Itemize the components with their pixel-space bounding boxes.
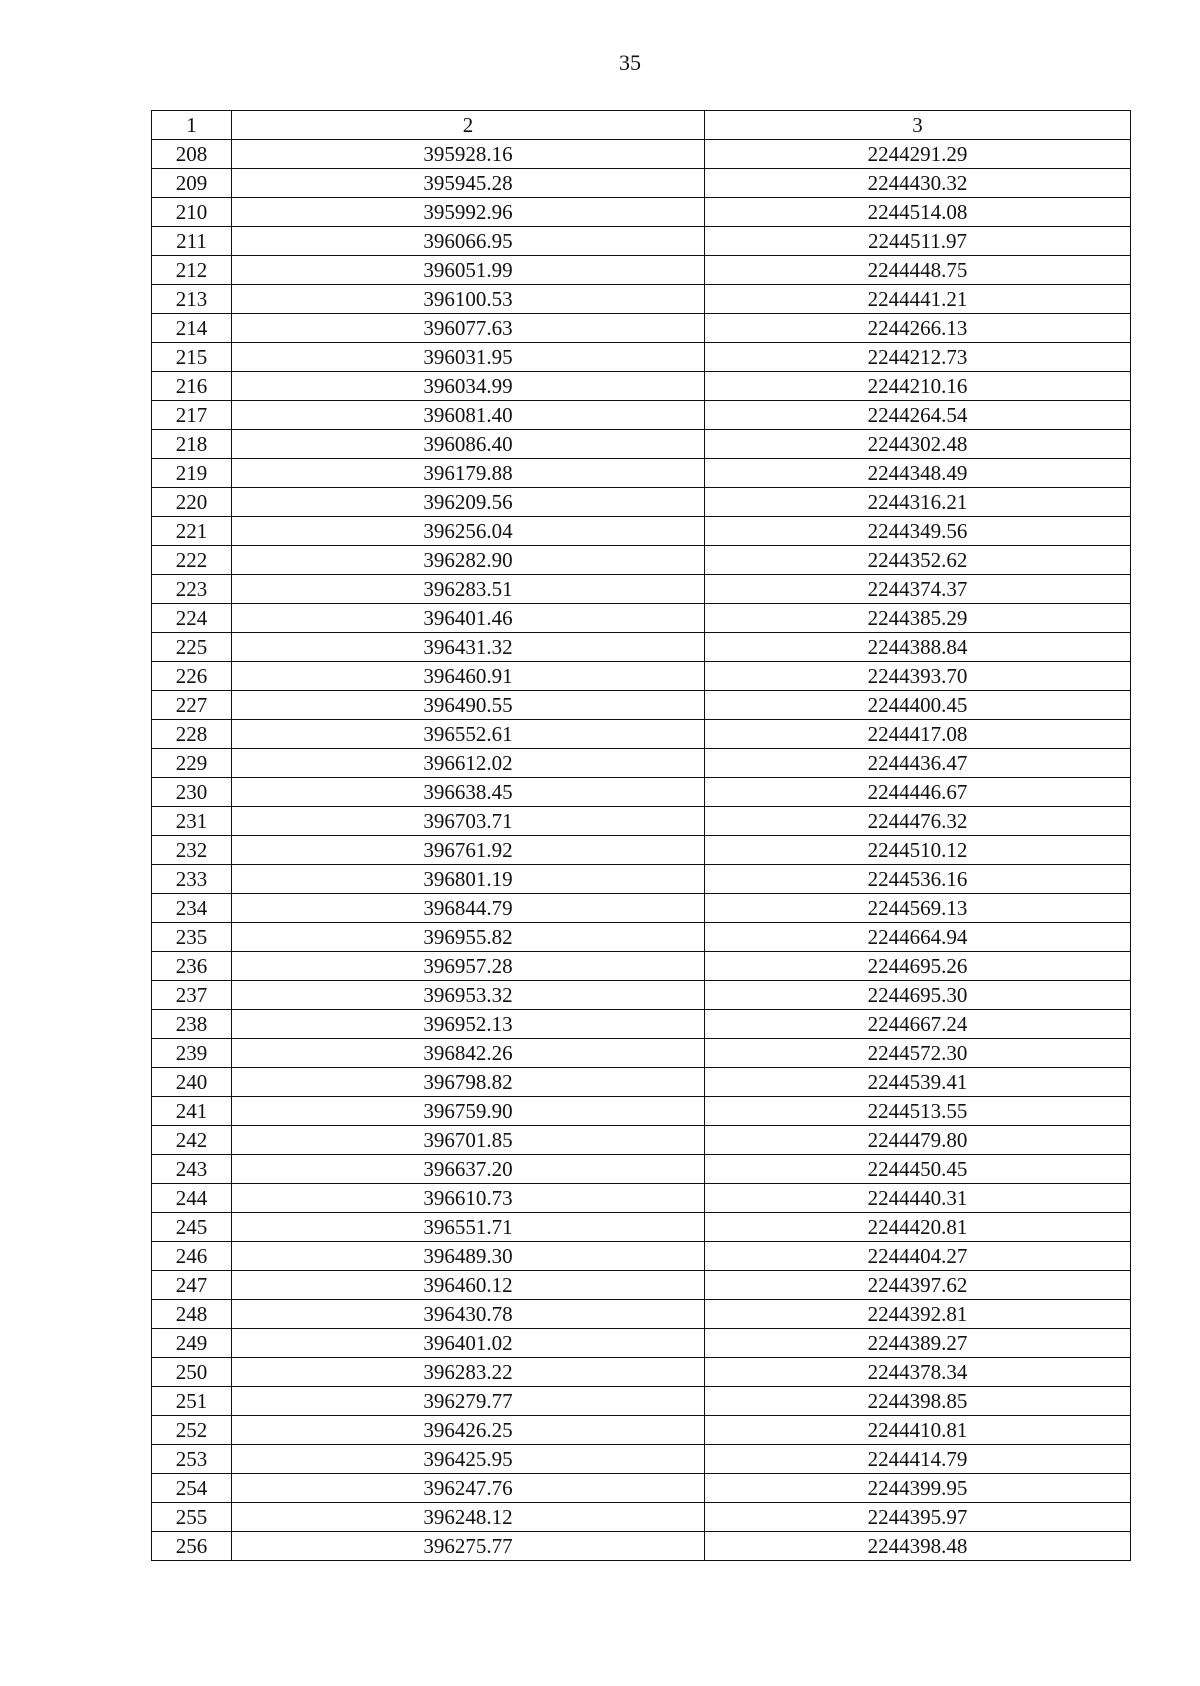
point-number-cell: 222 [152, 546, 232, 575]
y-coordinate-cell: 2244302.48 [705, 430, 1131, 459]
y-coordinate-cell: 2244374.37 [705, 575, 1131, 604]
point-number-cell: 226 [152, 662, 232, 691]
table-row [152, 1416, 1131, 1445]
y-coordinate-cell: 2244536.16 [705, 865, 1131, 894]
point-number-cell: 209 [152, 169, 232, 198]
y-coordinate-cell: 2244210.16 [705, 372, 1131, 401]
point-number-cell: 237 [152, 981, 232, 1010]
y-coordinate-cell: 2244420.81 [705, 1213, 1131, 1242]
x-coordinate-cell: 396955.82 [232, 923, 705, 952]
table-row [152, 401, 1131, 430]
point-number-cell: 245 [152, 1213, 232, 1242]
x-coordinate-cell: 396051.99 [232, 256, 705, 285]
point-number-cell: 230 [152, 778, 232, 807]
x-coordinate-cell: 396034.99 [232, 372, 705, 401]
table-row [152, 662, 1131, 691]
point-number-cell: 250 [152, 1358, 232, 1387]
x-coordinate-cell: 395992.96 [232, 198, 705, 227]
y-coordinate-cell: 2244264.54 [705, 401, 1131, 430]
y-coordinate-cell: 2244664.94 [705, 923, 1131, 952]
point-number-cell: 228 [152, 720, 232, 749]
page-number: 35 [619, 50, 641, 75]
table-row [152, 430, 1131, 459]
point-number-cell: 244 [152, 1184, 232, 1213]
point-number-cell: 240 [152, 1068, 232, 1097]
point-number-cell: 252 [152, 1416, 232, 1445]
x-coordinate-cell: 396283.51 [232, 575, 705, 604]
x-coordinate-cell: 395928.16 [232, 140, 705, 169]
y-coordinate-cell: 2244349.56 [705, 517, 1131, 546]
point-number-cell: 243 [152, 1155, 232, 1184]
x-coordinate-cell: 396489.30 [232, 1242, 705, 1271]
y-coordinate-cell: 2244450.45 [705, 1155, 1131, 1184]
point-number-cell: 212 [152, 256, 232, 285]
x-coordinate-cell: 396248.12 [232, 1503, 705, 1532]
point-number-cell: 224 [152, 604, 232, 633]
table-row [152, 1097, 1131, 1126]
x-coordinate-cell: 396798.82 [232, 1068, 705, 1097]
table-row [152, 169, 1131, 198]
x-coordinate-cell: 396279.77 [232, 1387, 705, 1416]
y-coordinate-cell: 2244212.73 [705, 343, 1131, 372]
x-coordinate-cell: 396430.78 [232, 1300, 705, 1329]
x-coordinate-cell: 396703.71 [232, 807, 705, 836]
table-row [152, 1271, 1131, 1300]
y-coordinate-cell: 2244667.24 [705, 1010, 1131, 1039]
table-row [152, 575, 1131, 604]
point-number-cell: 231 [152, 807, 232, 836]
table-body [152, 140, 1131, 1561]
y-coordinate-cell: 2244695.30 [705, 981, 1131, 1010]
table-row [152, 256, 1131, 285]
point-number-cell: 214 [152, 314, 232, 343]
point-number-cell: 248 [152, 1300, 232, 1329]
y-coordinate-cell: 2244316.21 [705, 488, 1131, 517]
x-coordinate-cell: 396256.04 [232, 517, 705, 546]
point-number-cell: 218 [152, 430, 232, 459]
x-coordinate-cell: 396283.22 [232, 1358, 705, 1387]
table-row [152, 1358, 1131, 1387]
header-cell-2: 2 [232, 111, 705, 140]
x-coordinate-cell: 396031.95 [232, 343, 705, 372]
y-coordinate-cell: 2244404.27 [705, 1242, 1131, 1271]
x-coordinate-cell: 396610.73 [232, 1184, 705, 1213]
table-row [152, 140, 1131, 169]
point-number-cell: 256 [152, 1532, 232, 1561]
table-row [152, 285, 1131, 314]
table-row [152, 1010, 1131, 1039]
table-row [152, 459, 1131, 488]
y-coordinate-cell: 2244417.08 [705, 720, 1131, 749]
y-coordinate-cell: 2244410.81 [705, 1416, 1131, 1445]
point-number-cell: 229 [152, 749, 232, 778]
table-row [152, 488, 1131, 517]
y-coordinate-cell: 2244510.12 [705, 836, 1131, 865]
table-row [152, 198, 1131, 227]
table-row [152, 807, 1131, 836]
point-number-cell: 249 [152, 1329, 232, 1358]
header-cell-1: 1 [152, 111, 232, 140]
y-coordinate-cell: 2244395.97 [705, 1503, 1131, 1532]
point-number-cell: 255 [152, 1503, 232, 1532]
table-row [152, 633, 1131, 662]
table-row [152, 1155, 1131, 1184]
table-row [152, 865, 1131, 894]
y-coordinate-cell: 2244414.79 [705, 1445, 1131, 1474]
x-coordinate-cell: 396100.53 [232, 285, 705, 314]
x-coordinate-cell: 396401.02 [232, 1329, 705, 1358]
header-cell-3: 3 [705, 111, 1131, 140]
table-row [152, 314, 1131, 343]
table-header [152, 111, 1131, 140]
y-coordinate-cell: 2244397.62 [705, 1271, 1131, 1300]
point-number-cell: 211 [152, 227, 232, 256]
header-row [152, 111, 1131, 140]
point-number-cell: 219 [152, 459, 232, 488]
y-coordinate-cell: 2244511.97 [705, 227, 1131, 256]
table-row [152, 749, 1131, 778]
x-coordinate-cell: 396431.32 [232, 633, 705, 662]
point-number-cell: 246 [152, 1242, 232, 1271]
x-coordinate-cell: 396953.32 [232, 981, 705, 1010]
y-coordinate-cell: 2244514.08 [705, 198, 1131, 227]
point-number-cell: 251 [152, 1387, 232, 1416]
point-number-cell: 242 [152, 1126, 232, 1155]
point-number-cell: 227 [152, 691, 232, 720]
x-coordinate-cell: 396086.40 [232, 430, 705, 459]
point-number-cell: 217 [152, 401, 232, 430]
x-coordinate-cell: 395945.28 [232, 169, 705, 198]
table-row [152, 894, 1131, 923]
point-number-cell: 239 [152, 1039, 232, 1068]
x-coordinate-cell: 396952.13 [232, 1010, 705, 1039]
y-coordinate-cell: 2244389.27 [705, 1329, 1131, 1358]
x-coordinate-cell: 396701.85 [232, 1126, 705, 1155]
x-coordinate-cell: 396460.12 [232, 1271, 705, 1300]
table-row [152, 981, 1131, 1010]
point-number-cell: 213 [152, 285, 232, 314]
table-row [152, 546, 1131, 575]
point-number-cell: 208 [152, 140, 232, 169]
x-coordinate-cell: 396247.76 [232, 1474, 705, 1503]
table-row [152, 952, 1131, 981]
x-coordinate-cell: 396425.95 [232, 1445, 705, 1474]
y-coordinate-cell: 2244572.30 [705, 1039, 1131, 1068]
x-coordinate-cell: 396077.63 [232, 314, 705, 343]
x-coordinate-cell: 396460.91 [232, 662, 705, 691]
y-coordinate-cell: 2244400.45 [705, 691, 1131, 720]
x-coordinate-cell: 396638.45 [232, 778, 705, 807]
x-coordinate-cell: 396637.20 [232, 1155, 705, 1184]
table-row [152, 1068, 1131, 1097]
point-number-cell: 225 [152, 633, 232, 662]
x-coordinate-cell: 396759.90 [232, 1097, 705, 1126]
table-row [152, 923, 1131, 952]
point-number-cell: 216 [152, 372, 232, 401]
x-coordinate-cell: 396081.40 [232, 401, 705, 430]
point-number-cell: 233 [152, 865, 232, 894]
y-coordinate-cell: 2244446.67 [705, 778, 1131, 807]
table-row [152, 1387, 1131, 1416]
table-row [152, 836, 1131, 865]
y-coordinate-cell: 2244398.85 [705, 1387, 1131, 1416]
y-coordinate-cell: 2244448.75 [705, 256, 1131, 285]
y-coordinate-cell: 2244393.70 [705, 662, 1131, 691]
table-row [152, 1213, 1131, 1242]
y-coordinate-cell: 2244695.26 [705, 952, 1131, 981]
y-coordinate-cell: 2244476.32 [705, 807, 1131, 836]
y-coordinate-cell: 2244291.29 [705, 140, 1131, 169]
y-coordinate-cell: 2244430.32 [705, 169, 1131, 198]
y-coordinate-cell: 2244441.21 [705, 285, 1131, 314]
x-coordinate-cell: 396842.26 [232, 1039, 705, 1068]
point-number-cell: 235 [152, 923, 232, 952]
table-row [152, 227, 1131, 256]
table-row [152, 1474, 1131, 1503]
coordinates-table [151, 110, 1131, 1561]
x-coordinate-cell: 396957.28 [232, 952, 705, 981]
y-coordinate-cell: 2244479.80 [705, 1126, 1131, 1155]
table-row [152, 1445, 1131, 1474]
x-coordinate-cell: 396844.79 [232, 894, 705, 923]
table-row [152, 372, 1131, 401]
y-coordinate-cell: 2244436.47 [705, 749, 1131, 778]
point-number-cell: 220 [152, 488, 232, 517]
y-coordinate-cell: 2244392.81 [705, 1300, 1131, 1329]
table-row [152, 1242, 1131, 1271]
table-row [152, 778, 1131, 807]
table-row [152, 1329, 1131, 1358]
x-coordinate-cell: 396282.90 [232, 546, 705, 575]
x-coordinate-cell: 396551.71 [232, 1213, 705, 1242]
x-coordinate-cell: 396066.95 [232, 227, 705, 256]
point-number-cell: 221 [152, 517, 232, 546]
y-coordinate-cell: 2244385.29 [705, 604, 1131, 633]
table-row [152, 720, 1131, 749]
y-coordinate-cell: 2244378.34 [705, 1358, 1131, 1387]
point-number-cell: 254 [152, 1474, 232, 1503]
point-number-cell: 210 [152, 198, 232, 227]
x-coordinate-cell: 396612.02 [232, 749, 705, 778]
point-number-cell: 236 [152, 952, 232, 981]
table-row [152, 343, 1131, 372]
table-row [152, 1503, 1131, 1532]
table-row [152, 1532, 1131, 1561]
table-row [152, 517, 1131, 546]
table-row [152, 604, 1131, 633]
point-number-cell: 234 [152, 894, 232, 923]
x-coordinate-cell: 396179.88 [232, 459, 705, 488]
x-coordinate-cell: 396761.92 [232, 836, 705, 865]
y-coordinate-cell: 2244569.13 [705, 894, 1131, 923]
point-number-cell: 238 [152, 1010, 232, 1039]
point-number-cell: 223 [152, 575, 232, 604]
point-number-cell: 247 [152, 1271, 232, 1300]
table-row [152, 1126, 1131, 1155]
y-coordinate-cell: 2244440.31 [705, 1184, 1131, 1213]
x-coordinate-cell: 396801.19 [232, 865, 705, 894]
y-coordinate-cell: 2244348.49 [705, 459, 1131, 488]
table-row [152, 1184, 1131, 1213]
x-coordinate-cell: 396490.55 [232, 691, 705, 720]
x-coordinate-cell: 396552.61 [232, 720, 705, 749]
x-coordinate-cell: 396275.77 [232, 1532, 705, 1561]
y-coordinate-cell: 2244398.48 [705, 1532, 1131, 1561]
y-coordinate-cell: 2244513.55 [705, 1097, 1131, 1126]
y-coordinate-cell: 2244266.13 [705, 314, 1131, 343]
x-coordinate-cell: 396401.46 [232, 604, 705, 633]
x-coordinate-cell: 396209.56 [232, 488, 705, 517]
table-row [152, 1039, 1131, 1068]
point-number-cell: 253 [152, 1445, 232, 1474]
y-coordinate-cell: 2244539.41 [705, 1068, 1131, 1097]
point-number-cell: 232 [152, 836, 232, 865]
y-coordinate-cell: 2244399.95 [705, 1474, 1131, 1503]
y-coordinate-cell: 2244352.62 [705, 546, 1131, 575]
point-number-cell: 241 [152, 1097, 232, 1126]
x-coordinate-cell: 396426.25 [232, 1416, 705, 1445]
table-row [152, 1300, 1131, 1329]
table-row [152, 691, 1131, 720]
y-coordinate-cell: 2244388.84 [705, 633, 1131, 662]
point-number-cell: 215 [152, 343, 232, 372]
